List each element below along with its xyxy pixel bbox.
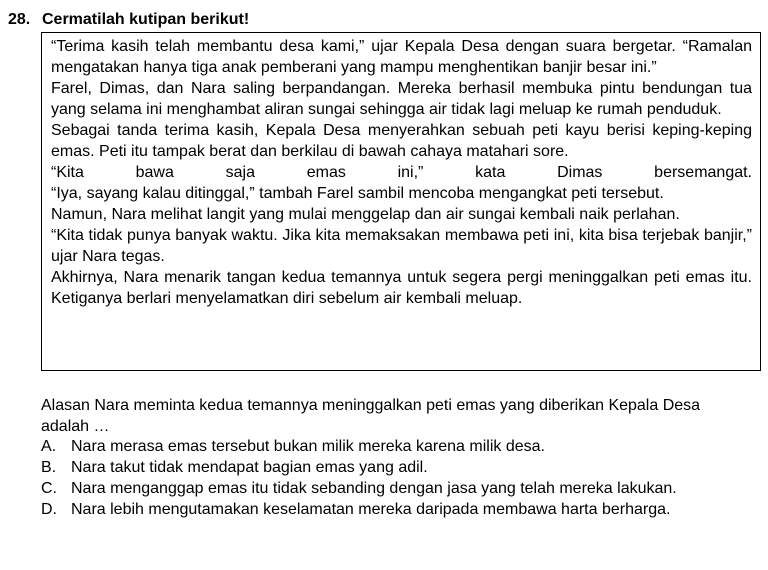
question-number: 28.	[8, 11, 31, 28]
option-d[interactable]	[41, 499, 741, 520]
option-letter: B.	[41, 459, 57, 476]
option-letter: C.	[41, 480, 57, 497]
question-stem: Alasan Nara meminta kedua temannya meninggalkan peti emas yang diberikan Kepala Desa adalah …	[41, 397, 701, 435]
answer-options	[41, 436, 741, 520]
option-c[interactable]	[41, 478, 741, 499]
option-text: Nara merasa emas tersebut bukan milik mereka karena milik desa.	[71, 438, 545, 455]
passage-paragraph: “Kita bawa saja emas ini,” kata Dimas bersemangat.	[51, 164, 752, 181]
passage-box	[41, 32, 761, 371]
option-text: Nara lebih mengutamakan keselamatan mereka daripada membawa harta berharga.	[71, 501, 671, 518]
passage-paragraph: “Terima kasih telah membantu desa kami,” ujar Kepala Desa dengan suara bergetar. “Ramalan mengatakan hanya tiga anak pemberani yang mampu menghentikan banjir besar ini.”	[51, 38, 752, 76]
option-text: Nara menganggap emas itu tidak sebanding dengan jasa yang telah mereka lakukan.	[71, 480, 677, 497]
question-instruction: Cermatilah kutipan berikut!	[42, 11, 250, 28]
option-a[interactable]	[41, 436, 741, 457]
option-letter: D.	[41, 501, 57, 518]
passage-paragraph: Farel, Dimas, dan Nara saling berpandangan. Mereka berhasil membuka pintu bendungan tua yang selama ini menghambat aliran sungai sehingga air tidak lagi meluap ke rumah penduduk.	[51, 80, 752, 118]
question-header	[8, 10, 249, 30]
option-text: Nara takut tidak mendapat bagian emas yang adil.	[71, 459, 428, 476]
passage-paragraph: Akhirnya, Nara menarik tangan kedua temannya untuk segera pergi meninggalkan peti emas itu. Ketiganya berlari menyelamatkan diri sebelum air kembali meluap.	[51, 269, 752, 307]
passage-paragraph: “Iya, sayang kalau ditinggal,” tambah Farel sambil mencoba mengangkat peti tersebut.	[51, 185, 664, 202]
option-b[interactable]	[41, 457, 741, 478]
passage-paragraph: Sebagai tanda terima kasih, Kepala Desa menyerahkan sebuah peti kayu berisi keping-keping emas. Peti itu tampak berat dan berkilau di bawah cahaya matahari sore.	[51, 122, 752, 160]
option-letter: A.	[41, 438, 57, 455]
passage-paragraph: “Kita tidak punya banyak waktu. Jika kita memaksakan membawa peti ini, kita bisa terjebak banjir,” ujar Nara tegas.	[51, 227, 752, 265]
passage-paragraph: Namun, Nara melihat langit yang mulai menggelap dan air sungai kembali naik perlahan.	[51, 206, 680, 223]
